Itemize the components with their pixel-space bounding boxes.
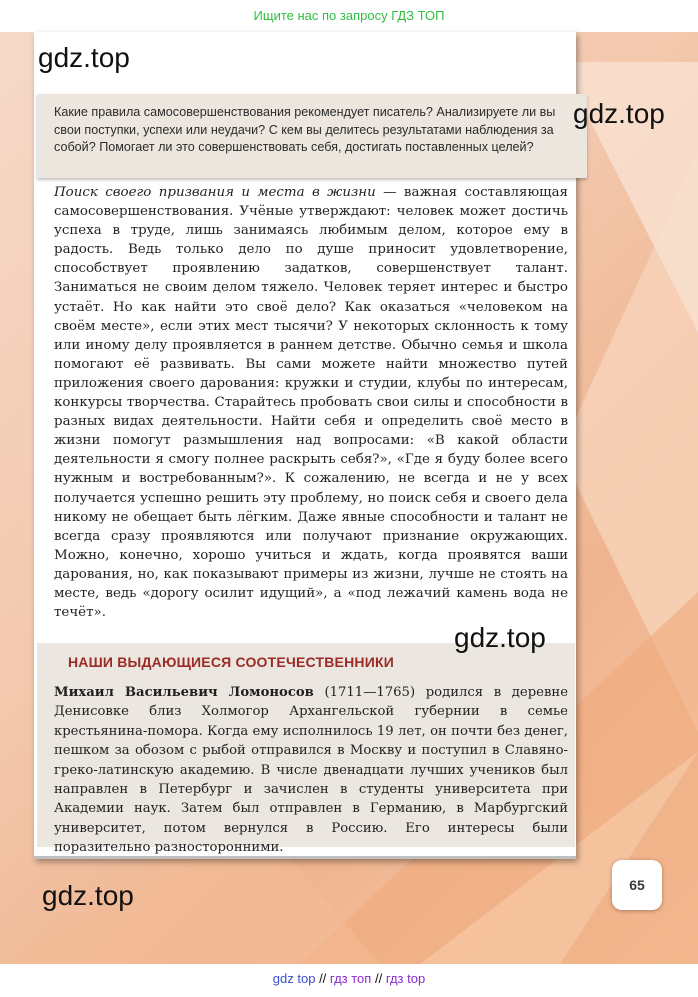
main-text-body: — важная составляющая самосовершенствования. Учёные утверждают: человек может достичь успеха в труде, лишь занимаясь любимым делом, которое ему в радость. Ведь только дело по душе приносит удовлетворение, способствует проявлению задатков, совершенствует талант. Заниматься не своим делом тяжело. Человек теряет интерес и быстро устаёт. Но как найти это своё дело? Как оказаться «человеком на своём месте», если этих мест тысячи? У некоторых склонность к тому или иному делу проявляется в раннем детстве. Обычно семья и школа помогают её развивать. Вы сами можете найти множество путей приложения своего дарования: кружки и студии, клубы по интересам, конкурсы творчества. Старайтесь пробовать свои силы и способности в разных видах деятельности. Найти себя и определить своё место в жизни помогут размышления над вопросами: «В какой области деятельности я смогу полнее раскрыть себя?», «Где я буду более всего нужным и востребованным?». К сожалению, не всегда и не у всех получается успешно решить эту проблему, но поиск себя и своего дела никому не обещает быть лёгким. Даже явные способности и талант не всегда сразу проявляются или получают признание окружающих. Можно, конечно, хорошо учиться и ждать, когда проявятся ваши дарования, но, как показывают примеры из жизни, лучше не стоять на месте, ведь «дорогу осилит идущий», а «под лежачий камень вода не течёт». [54,185,568,621]
main-text-lead: Поиск своего призвания и места в жизни [54,185,376,200]
page-number: 65 [612,860,662,910]
watermark: gdz.top [38,42,130,73]
top-banner [0,0,698,32]
watermark: gdz.top [573,98,665,129]
section-heading: НАШИ ВЫДАЮЩИЕСЯ СООТЕЧЕСТВЕННИКИ [68,654,394,670]
question-text: Какие правила самосовершенствования рекомендует писатель? Анализируете ли вы свои поступки, успехи или неудачи? С кем вы делитесь результатами наблюдения за собой? Помогает ли это совершенствовать себя, достигать поставленных целей? [54,105,556,154]
banner-text: Ищите нас по запросу ГДЗ ТОП [253,8,445,23]
watermark: gdz.top [454,622,546,653]
bio-text [54,683,568,858]
footer [0,964,698,997]
footer-link-3[interactable]: гдз top [385,971,426,986]
footer-link-1[interactable]: gdz top [272,971,316,986]
footer-separator: // [374,971,383,986]
watermark: gdz.top [42,880,134,911]
footer-link-2[interactable]: гдз топ [329,971,372,986]
bio-body: (1711—1765) родился в деревне Денисовке близ Холмогор Архангельской губернии в семье крестьянина-помора. Когда ему исполнилось 19 лет, он почти без денег, пешком за обозом с рыбой отправился в Москву и поступил в Славяно-греко-латинскую академию. В числе двенадцати лучших учеников был направлен в Петербург и зачислен в студенты университета при Академии наук. Затем был отправлен в Германию, в Марбургский университет, потом вернулся в Россию. Его интересы были поразительно разносторонними. [54,685,568,856]
bio-name: Михаил Васильевич Ломоносов [54,685,314,700]
main-text [54,183,568,622]
footer-separator: // [319,971,327,986]
